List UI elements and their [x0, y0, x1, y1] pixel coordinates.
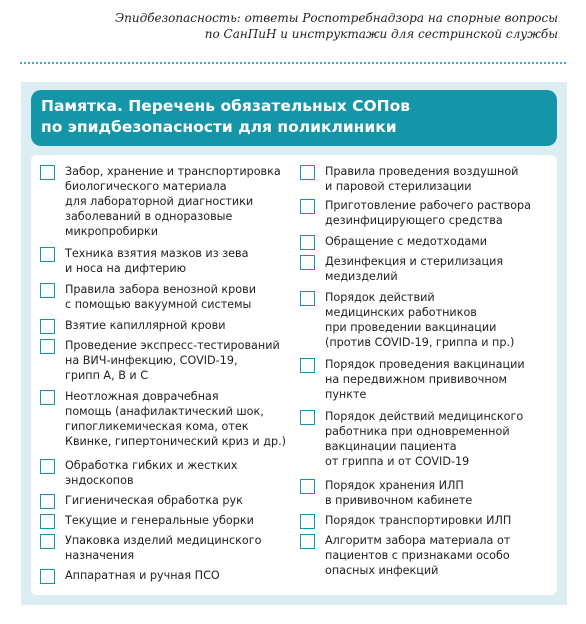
checklist-item-text: Забор, хранение и транспортировка: [65, 165, 281, 178]
checklist-item-text: Обращение с медотходами: [325, 235, 488, 248]
checklist-item-text: и носа на дифтерию: [65, 262, 187, 275]
checklist-item-text: медизделий: [325, 270, 398, 283]
checklist-item: [40, 533, 261, 563]
checkbox[interactable]: [300, 199, 315, 214]
checklist-item: [40, 389, 286, 449]
checkbox[interactable]: [40, 534, 55, 549]
checklist-item-text: на передвижном прививочном: [325, 373, 507, 386]
header-line-2: по СанПиН и инструктажи для сестринской службы: [204, 27, 558, 41]
checklist-item-text: работника при одновременной: [325, 425, 510, 438]
checklist-item-text: Проведение экспресс-тестирований: [65, 339, 280, 352]
checklist-item: [300, 290, 514, 350]
checklist-item-text: гипогликемическая кома, отек: [65, 420, 249, 433]
checklist-item-text: Квинке, гипертонический криз и др.): [65, 435, 286, 448]
checklist-item: [300, 478, 472, 508]
checklist-item-text: пациентов с признаками особо: [325, 549, 510, 562]
checklist-item: [300, 357, 525, 402]
checklist-item-text: эндоскопов: [65, 474, 134, 487]
checklist-item-text: Порядок транспортировки ИЛП: [325, 514, 512, 527]
checklist-item-text: Приготовление рабочего раствора: [325, 199, 532, 212]
checklist-item-text: Обработка гибких и жестких: [65, 459, 238, 472]
checklist-item: [40, 282, 256, 312]
checklist-item-text: Дезинфекция и стерилизация: [325, 255, 504, 268]
checkbox[interactable]: [40, 247, 55, 262]
checklist-item-text: заболеваний в одноразовые: [65, 210, 233, 223]
checklist-item-text: с помощью вакуумной системы: [65, 298, 252, 311]
checkbox[interactable]: [300, 255, 315, 270]
checklist-item-text: при проведении вакцинации: [325, 321, 497, 334]
checklist-item-text: Порядок действий: [325, 291, 435, 304]
checklist-item-text: Правила забора венозной крови: [65, 283, 256, 296]
checklist-item-text: от гриппа и от COVID-19: [325, 455, 470, 468]
checklist-item: [300, 513, 511, 528]
checklist-item: [40, 246, 249, 276]
checkbox[interactable]: [40, 390, 55, 405]
checklist-item-text: Неотложная доврачебная: [65, 390, 219, 403]
header-line-1: Эпидбезопасность: ответы Роспотребнадзора на спорные вопросы: [114, 11, 558, 25]
checklist-item-text: Текущие и генеральные уборки: [65, 514, 254, 527]
checklist-item: [300, 533, 510, 578]
checklist-item: [300, 409, 523, 469]
checklist-item-text: Аппаратная и ручная ПСО: [65, 569, 220, 582]
checklist-item-text: Алгоритм забора материала от: [325, 534, 511, 547]
checkbox[interactable]: [300, 358, 315, 373]
checkbox[interactable]: [300, 534, 315, 549]
checklist-item-text: назначения: [65, 549, 135, 562]
checklist-item-text: на ВИЧ-инфекцию, COVID-19,: [65, 354, 238, 367]
checklist-item-text: Взятие капиллярной крови: [65, 319, 226, 332]
checklist-item: [40, 493, 243, 508]
checklist-item-text: в прививочном кабинете: [325, 494, 473, 507]
checklist-item-text: Порядок хранения ИЛП: [325, 479, 464, 492]
checklist-item: [40, 164, 281, 239]
checkbox[interactable]: [40, 339, 55, 354]
checklist-item: [40, 513, 254, 528]
checklist-item: [40, 458, 237, 488]
checkbox[interactable]: [300, 410, 315, 425]
dotted-divider: [20, 62, 566, 64]
checkbox[interactable]: [40, 319, 55, 334]
checklist-item-text: Порядок проведения вакцинации: [325, 358, 525, 371]
checklist-item-text: Упаковка изделий медицинского: [65, 534, 262, 547]
checklist-item-text: дезинфицирующего средства: [325, 214, 503, 227]
page-header: [58, 10, 558, 42]
checklist-item-text: (против COVID-19, гриппа и пр.): [325, 336, 515, 349]
checklist-item-text: Гигиеническая обработка рук: [65, 494, 243, 507]
checklist-item: [300, 234, 487, 249]
checklist-item-text: медицинских работников: [325, 306, 477, 319]
checklist-item-text: биологического материала: [65, 180, 227, 193]
checklist-item: [300, 198, 531, 228]
checklist-item: [40, 568, 220, 583]
checklist-item-text: Порядок действий медицинского: [325, 410, 524, 423]
checklist-item-text: вакцинации пациента: [325, 440, 457, 453]
checkbox[interactable]: [40, 283, 55, 298]
checklist-item: [300, 254, 503, 284]
checkbox[interactable]: [40, 165, 55, 180]
checkbox[interactable]: [300, 235, 315, 250]
checklist-item-text: и паровой стерилизации: [325, 180, 472, 193]
checkbox[interactable]: [300, 165, 315, 180]
title-bar: [31, 90, 557, 146]
checklist-item-text: опасных инфекций: [325, 564, 439, 577]
checklist-item: [40, 318, 225, 333]
checklist-item-text: для лабораторной диагностики: [65, 195, 254, 208]
title-line-1: Памятка. Перечень обязательных СОПов: [41, 97, 411, 115]
checklist-item: [300, 164, 518, 194]
checkbox[interactable]: [300, 291, 315, 306]
checklist-item-text: пункте: [325, 388, 367, 401]
checklist-item: [40, 338, 280, 383]
checklist-item-text: Техника взятия мазков из зева: [65, 247, 249, 260]
memo-title: [41, 96, 541, 138]
checkbox[interactable]: [300, 479, 315, 494]
checkbox[interactable]: [300, 514, 315, 529]
checkbox[interactable]: [40, 494, 55, 509]
checklist-item-text: Правила проведения воздушной: [325, 165, 519, 178]
checkbox[interactable]: [40, 569, 55, 584]
checkbox[interactable]: [40, 514, 55, 529]
title-line-2: по эпидбезопасности для поликлиники: [41, 118, 397, 136]
checklist-item-text: грипп А, В и С: [65, 369, 149, 382]
checklist-item-text: микропробирки: [65, 225, 158, 238]
checkbox[interactable]: [40, 459, 55, 474]
checklist-item-text: помощь (анафилактический шок,: [65, 405, 264, 418]
